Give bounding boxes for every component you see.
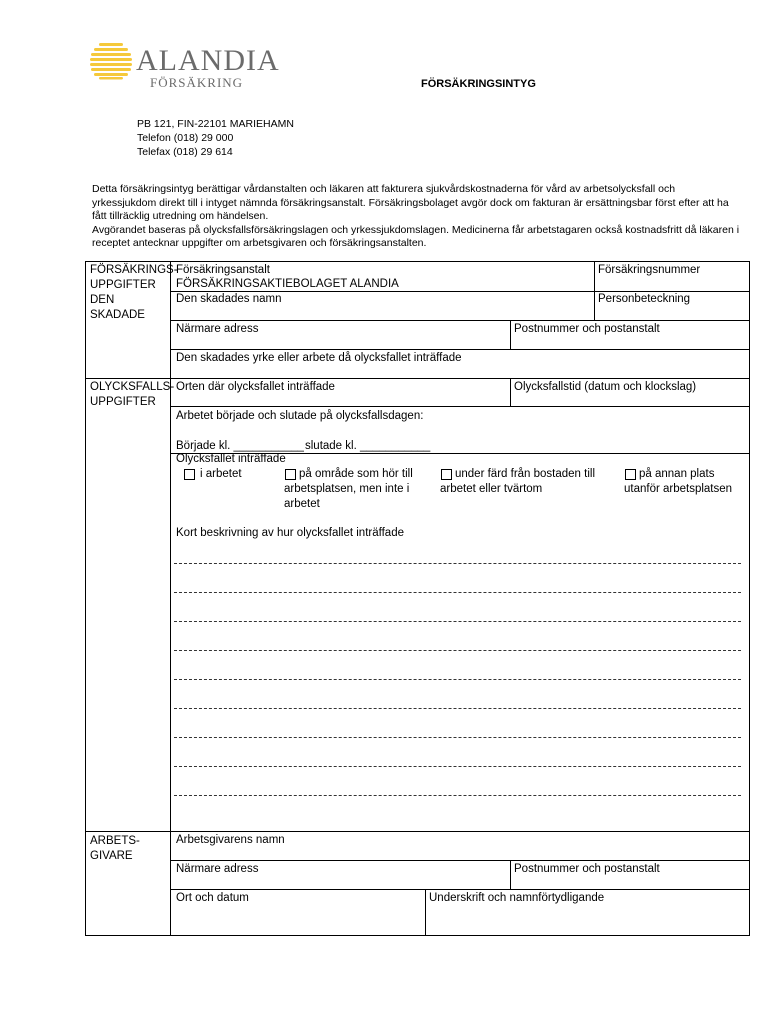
postcode-field[interactable]: Postnummer och postanstalt [514, 323, 660, 335]
place-date-field[interactable]: Ort och datum [176, 892, 249, 904]
employer-address-field[interactable]: Närmare adress [176, 863, 259, 875]
document-title: FÖRSÄKRINGSINTYG [421, 78, 536, 90]
row-divider [170, 406, 750, 407]
insurer-value: FÖRSÄKRINGSAKTIEBOLAGET ALANDIA [176, 278, 399, 290]
description-line[interactable] [174, 650, 741, 651]
accident-time-field[interactable]: Olycksfallstid (datum och klockslag) [514, 381, 697, 393]
column-divider [510, 320, 511, 349]
intro-paragraph-2: Avgörandet baseras på olycksfallsförsäkringslagen och yrkessjukdomslagen. Medicinerna får arbetstagaren också kostnadsfritt då läkaren i receptet antecknar uppgifter om arbetsgivaren och försäkringsanstalten. [92, 223, 740, 249]
started-time-field[interactable]: Började kl. ___________ [176, 440, 304, 452]
option-commute-label: under färd från bostaden till arbetet eller tvärtom [440, 468, 596, 495]
section-label-accident: OLYCKSFALLS- UPPGIFTER [90, 381, 175, 408]
label-column-divider [170, 261, 171, 936]
signature-field[interactable]: Underskrift och namnförtydligande [429, 892, 605, 904]
injured-name-field[interactable]: Den skadades namn [176, 293, 282, 305]
description-line[interactable] [174, 563, 741, 564]
personal-id-field[interactable]: Personbeteckning [598, 293, 691, 305]
alandia-sun-logo-icon [90, 42, 132, 80]
occupation-field[interactable]: Den skadades yrke eller arbete då olycksfallet inträffade [176, 352, 462, 364]
insurer-label: Försäkringsanstalt [176, 264, 270, 276]
description-label: Kort beskrivning av hur olycksfallet inträffade [176, 527, 404, 539]
row-divider [170, 889, 750, 890]
column-divider [510, 860, 511, 889]
description-line[interactable] [174, 708, 741, 709]
company-address [137, 117, 294, 159]
accident-place-field[interactable]: Orten där olycksfallet inträffade [176, 381, 335, 393]
option-workplace-area-label: på område som hör till arbetsplatsen, men inte i arbetet [284, 468, 413, 510]
row-divider [170, 349, 750, 350]
column-divider [594, 261, 595, 320]
employer-postcode-field[interactable]: Postnummer och postanstalt [514, 863, 660, 875]
column-divider [510, 378, 511, 406]
employer-name-field[interactable]: Arbetsgivarens namn [176, 834, 285, 846]
section-divider [85, 831, 750, 832]
address-line: PB 121, FIN-22101 MARIEHAMN [137, 118, 294, 130]
logo-name: ALANDIA [136, 44, 280, 77]
ended-time-field[interactable]: slutade kl. ___________ [305, 440, 431, 452]
policy-number-field[interactable]: Försäkringsnummer [598, 264, 701, 276]
section-divider [85, 378, 750, 379]
intro-paragraph-1: Detta försäkringsintyg berättigar vårdanstalten och läkaren att fakturera sjukvårdskostnaderna för vård av arbetsolycksfall och yrkessjukdom direkt till i intyget nämnda försäkringsanstalt. Försäkringsbolaget avgör dock om fakturan är ersättningsbar först efter att ha fått tillräcklig utredning om händelsen. [92, 183, 729, 222]
description-line[interactable] [174, 737, 741, 738]
address-field[interactable]: Närmare adress [176, 323, 259, 335]
row-divider [170, 860, 750, 861]
work-hours-label: Arbetet började och slutade på olycksfallsdagen: [176, 410, 424, 422]
description-line[interactable] [174, 766, 741, 767]
phone-line: Telefon (018) 29 000 [137, 132, 234, 144]
option-other-place-label: på annan plats utanför arbetsplatsen [624, 468, 733, 495]
option-at-work-label: i arbetet [200, 468, 242, 480]
column-divider [425, 889, 426, 936]
row-divider [170, 320, 750, 321]
checkbox-at-work[interactable] [184, 469, 195, 480]
fax-line: Telefax (018) 29 614 [137, 146, 233, 158]
description-line[interactable] [174, 592, 741, 593]
intro-text [92, 183, 742, 251]
logo-subtitle: FÖRSÄKRING [150, 75, 244, 90]
occurred-label: Olycksfallet inträffade [176, 453, 286, 465]
section-label-employer: ARBETS- GIVARE [90, 835, 140, 862]
section-label-insurance: FÖRSÄKRINGS- UPPGIFTER DEN SKADADE [90, 264, 178, 321]
description-line[interactable] [174, 795, 741, 796]
description-line[interactable] [174, 679, 741, 680]
description-line[interactable] [174, 621, 741, 622]
